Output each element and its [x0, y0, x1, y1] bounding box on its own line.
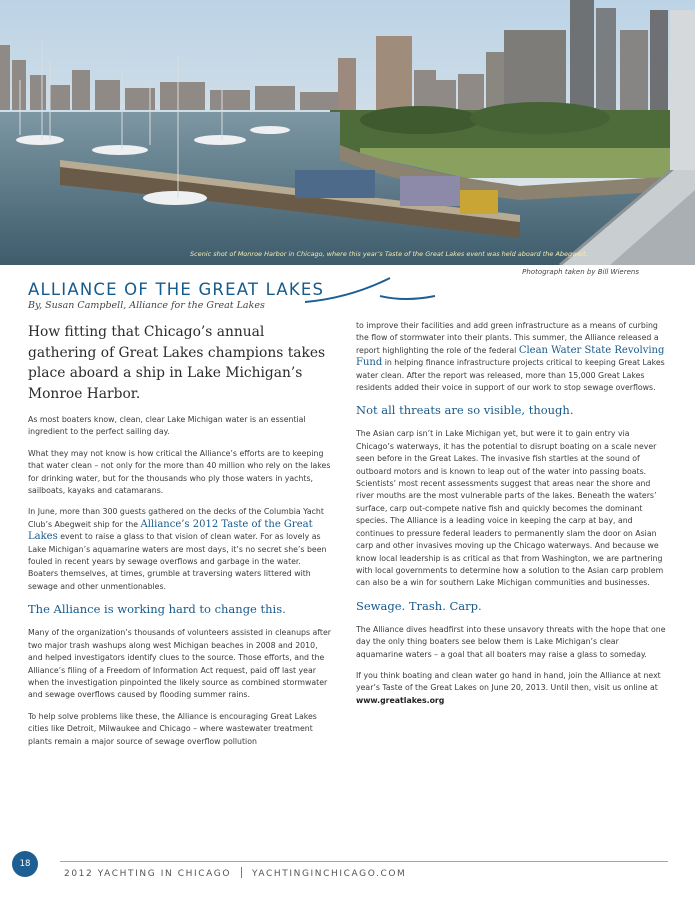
paragraph: Many of the organization’s thousands of volunteers assisted in cleanups after two major trash washups along west Michigan beaches in 2008 and 2010, and helped investigators identify clues to the source. Those efforts, and the Alliance’s filing of a Freedom of Information Act request, paid off last year when the investigation pinpointed the likely source as combined stormwater and sewage overflows caused by flooding summer rains. [28, 628, 331, 700]
paragraph [356, 670, 668, 707]
article-title: ALLIANCE OF THE GREAT LAKES [28, 280, 325, 299]
paragraph [28, 506, 333, 593]
website-link[interactable]: www.greatlakes.org [356, 695, 445, 705]
photo-credit: Photograph taken by Bill Wierens [522, 268, 639, 276]
photo-caption: Scenic shot of Monroe Harbor in Chicago, where this year’s Taste of the Great Lakes event was held aboard the Abegweit. [190, 250, 588, 258]
footer [64, 867, 406, 879]
harbor-illustration [0, 0, 695, 265]
event-name-highlight: Alliance’s 2012 Taste of the Great Lakes [28, 518, 313, 543]
page-number-badge: 18 [12, 851, 38, 877]
paragraph: The Asian carp isn’t in Lake Michigan yet, but were it to gain entry via Chicago’s waterways, it has the potential to disrupt boating on a scale never seen before in the Great Lakes. The invasive fish startles at the sound of outboard motors and is known to leap out of the water into passing boats. Scientists’ most recent assessments suggest that areas near the shore and river mouths are the most vulnerable parts of the lakes. Beneath the waters’ surface, carp out-compete native fish and quickly becomes the dominant species. The Alliance is a leading voice in keeping the carp at bay, and continues to pressure federal leaders to permanently slam the door on Asian carp and other invasives moving up the Chicago waterways. And because we know local leadership is as critical as that from Washington, we are partnering with local governments to determine how a solution to the Asian carp problem can also be a win for southern Lake Michigan communities and businesses. [356, 429, 664, 588]
fund-name-highlight: Clean Water State Revolving Fund [356, 344, 665, 369]
subheading: Not all threats are so visible, though. [356, 403, 574, 418]
website-url[interactable]: YACHTINGINCHICAGO.COM [252, 869, 407, 879]
hero-photo [0, 0, 695, 265]
footer-divider [60, 861, 668, 862]
paragraph: The Alliance dives headfirst into these unsavory threats with the hope that one day the only thing boaters see below them is Lake Michigan’s clear aquamarine waters – a goal that all boaters may raise a glass to someday. [356, 624, 666, 659]
subheading: Sewage. Trash. Carp. [356, 598, 482, 613]
paragraph-text: In June, more than 300 guests gathered on the decks of the Columbia Yacht Club’s Abegweit ship for the [28, 507, 324, 529]
paragraph: As most boaters know, clean, clear Lake Michigan water is an essential ingredient to the perfect sailing day. [28, 415, 306, 437]
publication-name: 2012 YACHTING IN CHICAGO [64, 869, 232, 879]
subheading: The Alliance is working hard to change this. [28, 602, 286, 617]
paragraph: To help solve problems like these, the Alliance is encouraging Great Lakes cities like Detroit, Milwaukee and Chicago – where wastewater treatment plants remain a major source of sewage overflow pollution [28, 711, 317, 746]
left-column [28, 318, 333, 757]
paragraph-text: If you think boating and clean water go hand in hand, join the Alliance at next year’s Taste of the Great Lakes on June 20, 2013. Until then, visit us online at [356, 670, 661, 693]
right-column [356, 320, 668, 716]
paragraph: What they may not know is how critical the Alliance’s efforts are to keeping that water clean – not only for the more than 40 million who rely on the lakes for drinking water, but for the thousands who ply those waters in yachts, sailboats, kayaks and catamarans. [28, 448, 331, 496]
footer-separator [241, 867, 242, 878]
paragraph [356, 320, 668, 394]
paragraph-text: to improve their facilities and add green infrastructure as a means of curbing the flow of stormwater into their plants. This summer, the Alliance released a report highlighting the role of the federal [356, 321, 659, 355]
lede-paragraph: How fitting that Chicago’s annual gathering of Great Lakes champions takes place aboard a ship in Lake Michigan’s Monroe Harbor. [28, 324, 326, 402]
byline: By, Susan Campbell, Alliance for the Great Lakes [28, 300, 265, 311]
paragraph-text: event to raise a glass to that vision of clean water. For as lovely as Lake Michigan’s aquamarine waters are most days, it’s no secret she’s been fouled in recent years by sewage overflows and garbage in the water. Boaters themselves, at times, grumble at traversing waters littered with sewage and other unmentionables. [28, 532, 327, 591]
paragraph-text: in helping finance infrastructure projects critical to keeping Great Lakes water clean. After the report was released, more than 15,000 Great Lakes residents added their voice in support of our work to stop sewage overflows. [356, 358, 665, 393]
title-swoosh-decoration [300, 276, 440, 306]
